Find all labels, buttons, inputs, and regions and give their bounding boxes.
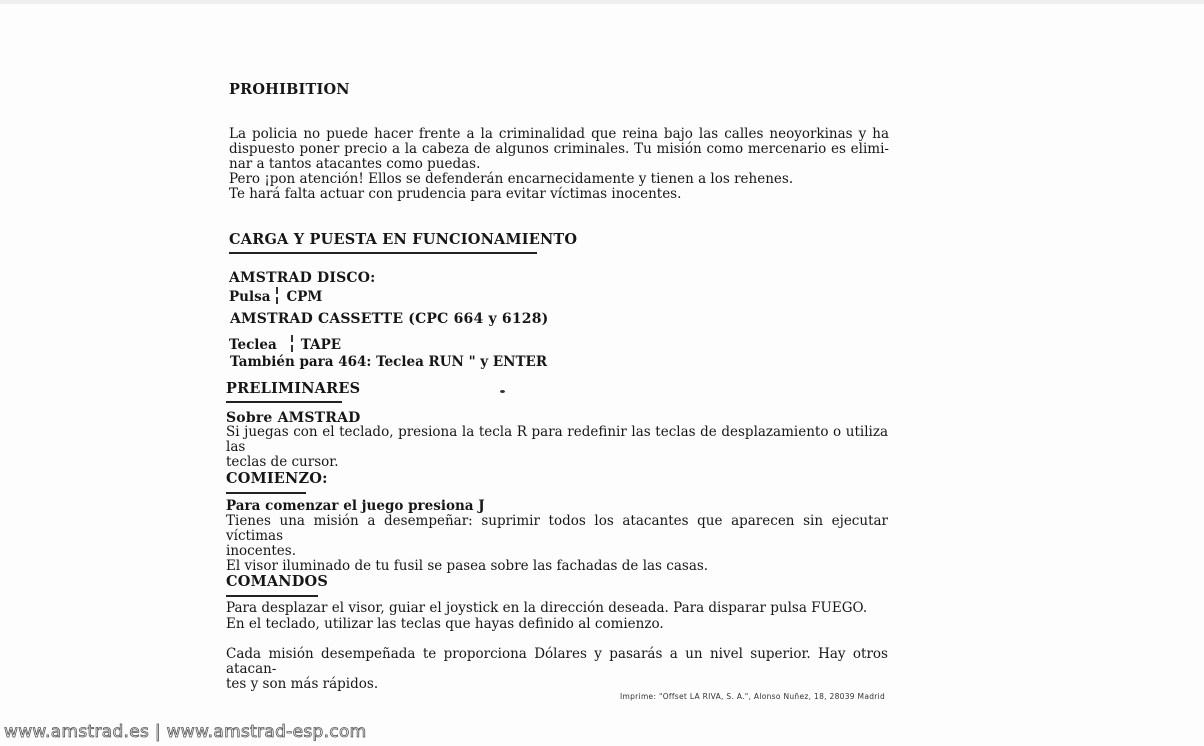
cassette-heading: AMSTRAD CASSETTE (CPC 664 y 6128) [230,311,549,327]
comandos-line2: En el teclado, utilizar las teclas que hayas definido al comienzo. [226,616,664,632]
loading-heading: CARGA Y PUESTA EN FUNCIONAMIENTO [229,231,578,248]
comienzo-line: inocentes. [226,543,297,559]
comandos-line1: Para desplazar el visor, guiar el joystick en la dirección deseada. Para disparar pulsa FUEGO. [226,600,868,616]
comandos-underline [226,595,318,597]
reward-line: tes y son más rápidos. [226,676,379,692]
bar-key-icon [276,287,278,304]
bar-key-icon [291,335,293,352]
reward-line: Cada misión desempeñada te proporciona Dólares y pasarás a un nivel superior. Hay otros atacan- [226,646,888,677]
website-watermark: www.amstrad.es | www.amstrad-esp.com [4,722,367,742]
disk-heading: AMSTRAD DISCO: [229,270,376,286]
comandos-reward [226,647,888,692]
intro-warning: Pero ¡pon atención! Ellos se defenderán encarnecidamente y tienen a los rehenes. [229,171,794,187]
intro-line: nar a tantos atacantes como puedas. [229,156,481,172]
preliminares-underline [226,401,342,403]
disk-prefix: Pulsa [229,289,271,305]
preliminares-text [226,425,888,470]
loading-heading-underline [229,252,537,254]
comienzo-heading: COMIENZO: [226,470,328,487]
comienzo-start: Para comenzar el juego presiona J [226,498,485,514]
intro-advice: Te hará falta actuar con prudencia para evitar víctimas inocentes. [229,186,682,202]
preliminares-heading: PRELIMINARES [226,380,361,397]
printer-imprint: Imprime: "Offset LA RIVA, S. A.", Alonso Nuñez, 18, 28039 Madrid [620,692,886,701]
cassette-prefix: Teclea [229,337,277,353]
preliminares-line: teclas de cursor. [226,454,339,470]
comienzo-mission [226,514,888,559]
cassette-instruction [229,335,341,353]
also-464-line: También para 464: Teclea RUN " y ENTER [230,354,548,370]
comandos-heading: COMANDOS [226,573,329,590]
preliminares-sub: Sobre AMSTRAD [226,410,361,426]
intro-paragraph [229,127,889,202]
scan-speck [500,390,505,393]
comienzo-underline [226,492,306,494]
comienzo-line: Tienes una misión a desempeñar: suprimir todos los atacantes que aparecen sin ejecutar víctimas [226,513,888,544]
intro-line: La policia no puede hacer frente a la criminalidad que reina bajo las calles neoyorkinas y ha [229,126,889,142]
comienzo-text [226,499,888,574]
scan-edge [0,0,1204,4]
preliminares-line: Si juegas con el teclado, presiona la tecla R para redefinir las teclas de desplazamiento o utiliza las [226,424,888,455]
comienzo-visor: El visor iluminado de tu fusil se pasea sobre las fachadas de las casas. [226,558,709,574]
intro-line: dispuesto poner precio a la cabeza de algunos criminales. Tu misión como mercenario es elimi- [229,141,889,157]
cassette-command: TAPE [300,337,342,353]
disk-command: CPM [286,289,323,305]
disk-instruction [229,287,322,305]
game-title: PROHIBITION [229,81,350,98]
